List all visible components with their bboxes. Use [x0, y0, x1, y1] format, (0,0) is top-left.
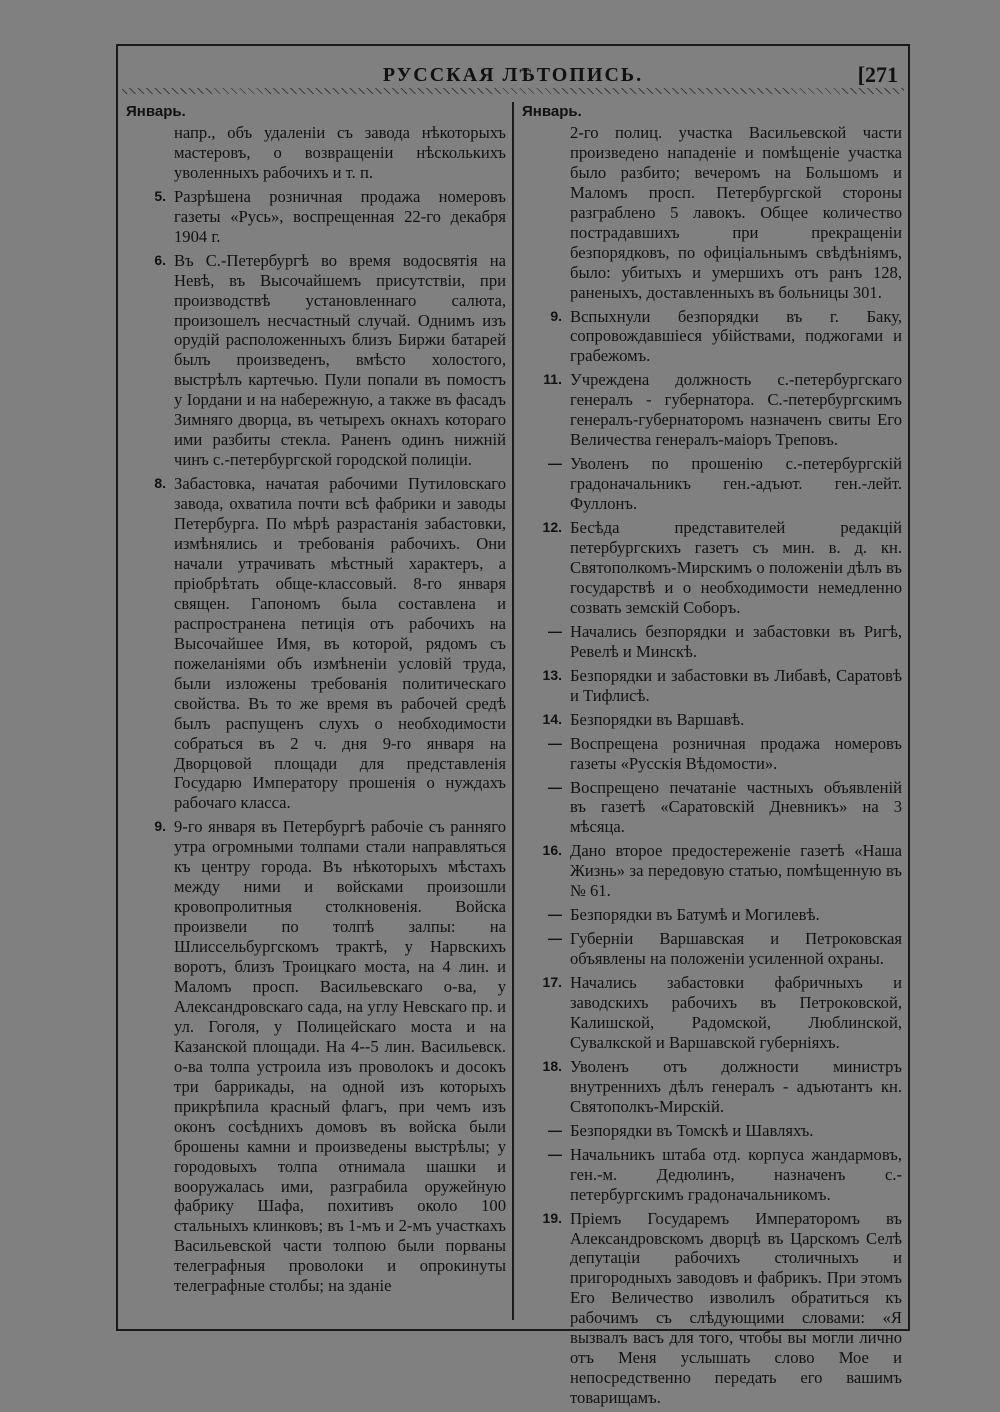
entry-date: — [548, 734, 562, 751]
chronicle-entry [126, 474, 506, 813]
entry-text: Вспыхнули безпорядки въ г. Баку, сопровождавшіеся убійствами, поджогами и грабежомъ. [570, 306, 902, 366]
entry-date: 11. [543, 371, 562, 388]
running-title: РУССКАЯ ЛѢТОПИСЬ. [382, 64, 644, 86]
chronicle-entry [522, 518, 902, 618]
entry-date: 9. [550, 307, 562, 324]
entry-text: напр., объ удаленіи съ завода нѣкоторыхъ мастеровъ, о возвращеніи нѣсколькихъ уволенныхъ рабочихъ и т. п. [174, 122, 506, 182]
entry-date: 19. [542, 1209, 562, 1226]
entry-text: Безпорядки въ Томскѣ и Шавляхъ. [570, 1120, 814, 1140]
entry-text: Учреждена должность с.-петербургскаго генералъ - губернатора. С.-петербургскимъ генералъ-губернаторомъ назначенъ свиты Его Величества генералъ-маіоръ Треповъ. [570, 370, 902, 450]
chronicle-entry [126, 817, 506, 1296]
entry-date: — [548, 455, 562, 472]
month-heading: Январь. [522, 103, 582, 120]
entry-date: — [548, 778, 562, 795]
chronicle-entry [522, 778, 902, 838]
entry-date [522, 123, 570, 303]
entry-date: 9. [154, 818, 166, 835]
header-rule [122, 88, 904, 94]
chronicle-entry [522, 1209, 902, 1409]
chronicle-entry [126, 251, 506, 470]
chronicle-entry [126, 123, 506, 183]
entry-date: 17. [542, 974, 562, 991]
chronicle-entry [522, 841, 902, 901]
entry-date: — [548, 930, 562, 947]
chronicle-entry [522, 1145, 902, 1205]
chronicle-entry [522, 666, 902, 706]
chronicle-entry [522, 1057, 902, 1117]
chronicle-entry [522, 905, 902, 925]
entry-text: Безпорядки и забастовки въ Либавѣ, Саратовѣ и Тифлисѣ. [570, 665, 902, 705]
page-number: [271 [857, 62, 898, 87]
entry-date: 5. [154, 187, 166, 204]
chronicle-entry [522, 973, 902, 1053]
entry-date: 12. [542, 519, 562, 536]
entry-text: Забастовка, начатая рабочими Путиловскаго завода, охватила почти всѣ фабрики и заводы Петербурга. По мѣрѣ разрастанія забастовки, измѣнялись и требованія рабочихъ. Они начали утрачивать мѣстный характеръ, а пріобрѣтать обще-классовый. 8-го января священ. Гапономъ была составлена и распространена петиція отъ рабочихъ на Высочайшее Имя, въ которой, рядомъ съ пожеланіями объ измѣненіи условій труда, были изложены требованія политическаго свойства. Въ то же время въ рабочей средѣ былъ распущенъ слухъ о необходимости собраться въ 2 ч. дня 9-го января на Дворцовой площади для представленія Государю Императору прошенія о нуждахъ рабочаго класса. [174, 474, 506, 813]
entry-text: Воспрещена розничная продажа номеровъ газеты «Русскія Вѣдомости». [570, 733, 902, 773]
entry-text: Воспрещено печатаніе частныхъ объявленій въ газетѣ «Саратовскій Дневникъ» на 3 мѣсяца. [570, 777, 902, 837]
entry-text: Въ С.-Петербургѣ во время водосвятія на Невѣ, въ Высочайшемъ присутствіи, при производствѣ установленнаго салюта, произошелъ несчастный случай. Однимъ изъ орудій расположенныхъ близъ Биржи батарей былъ произведенъ, вмѣсто холостого, выстрѣлъ картечью. Пули попали въ помостъ у Іордани и на набережную, а также въ фасадъ Зимняго дворца, въ четырехъ окнахъ котораго ими разбиты стекла. Раненъ одинъ нижній чинъ с.-петербургской городской полиціи. [174, 250, 506, 470]
entry-text: Пріемъ Государемъ Императоромъ въ Александровскомъ дворцѣ въ Царскомъ Селѣ депутаціи рабочихъ столичныхъ и пригородныхъ заводовъ и фабрикъ. При этомъ Его Величество изволилъ обратиться къ рабочимъ съ слѣдующими словами: «Я вызвалъ васъ для того, чтобы вы могли лично отъ Меня услышать слово Мое и непосредственно передать его вашимъ товарищамъ. [570, 1208, 902, 1408]
entry-date: 16. [542, 842, 562, 859]
right-column [522, 102, 902, 1412]
chronicle-entry [522, 734, 902, 774]
chronicle-entry [522, 1121, 902, 1141]
entry-date: — [548, 622, 562, 639]
chronicle-entry [522, 622, 902, 662]
entry-text: Уволенъ отъ должности министръ внутреннихъ дѣлъ генералъ - адъютантъ кн. Святополкъ-Мирскій. [570, 1056, 902, 1116]
left-column [126, 102, 506, 1300]
entry-date [126, 123, 174, 183]
entry-text: 2-го полиц. участка Васильевской части произведено нападеніе и помѣщеніе участка было разбито; вечеромъ на Большомъ и Маломъ просп. Петербургской стороны разграблено 5 лавокъ. Общее количество пострадавшихъ при прекращеніи безпорядковъ, по офиціальнымъ свѣдѣніямъ, было: убитыхъ и умершихъ отъ ранъ 128, раненыхъ, доставленныхъ въ больницы 301. [570, 122, 902, 302]
entry-text: Уволенъ по прошенію с.-петербургскій градоначальникъ ген.-адъют. ген.-лейт. Фуллонъ. [570, 454, 902, 514]
entry-text: Бесѣда представителей редакцій петербургскихъ газетъ съ мин. в. д. кн. Святополкомъ-Мирскимъ о положеніи дѣлъ въ государствѣ и о необходимости немедленно созвать земскій Соборъ. [570, 518, 902, 617]
entry-text: Начальникъ штаба отд. корпуса жандармовъ, ген.-м. Дедюлинъ, назначенъ с.-петербургскимъ градоначальникомъ. [570, 1144, 902, 1204]
entry-date: 13. [542, 666, 562, 683]
entry-text: Губерніи Варшавская и Петроковская объявлены на положеніи усиленной охраны. [570, 929, 902, 969]
month-heading: Январь. [126, 103, 186, 120]
chronicle-entry [522, 123, 902, 303]
entry-date: 6. [154, 251, 166, 268]
entry-text: Безпорядки въ Батумѣ и Могилевѣ. [570, 905, 820, 925]
entry-text: Начались забастовки фабричныхъ и заводскихъ рабочихъ въ Петроковской, Калишской, Радомской, Люблинской, Сувалкской и Варшавской губерніяхъ. [570, 973, 902, 1052]
chronicle-entry [522, 307, 902, 367]
page-header [122, 60, 904, 90]
entry-date: — [548, 906, 562, 923]
entry-text: Начались безпорядки и забастовки въ Ригѣ, Ревелѣ и Минскѣ. [570, 621, 902, 661]
entry-text: Разрѣшена розничная продажа номеровъ газеты «Русь», воспрещенная 22-го декабря 1904 г. [174, 186, 506, 246]
column-divider [512, 102, 514, 1320]
chronicle-entry [522, 929, 902, 969]
entry-text: Дано второе предостереженіе газетѣ «Наша Жизнь» за передовую статью, помѣщенную въ № 61. [570, 841, 902, 901]
entry-text: 9-го января въ Петербургѣ рабочіе съ ранняго утра огромными толпами стали направляться къ центру города. Въ нѣкоторыхъ мѣстахъ между ними и войсками произошли кровопролитныя столкновенія. Войска произвели по толпѣ залпы: на Шлиссельбургскомъ трактѣ, у Нарвскихъ воротъ, близъ Троицкаго моста, на 4 лин. и Маломъ просп. Васильевскаго о-ва, у Александровскаго сада, на углу Невскаго пр. и ул. Гоголя, у Полицейскаго моста и на Казанской площади. На 4--5 лин. Васильевск. о-ва толпа устроила изъ проволокъ и досокъ три баррикады, на одной изъ которыхъ прикрѣпила красный флагъ, при чемъ изъ оконъ сосѣднихъ домовъ въ войска были брошены камни и произведены выстрѣлы; у городовыхъ толпа отнимала шашки и вооружалась ими, разграбила оружейную фабрику Шафа, похитивъ около 100 стальныхъ клинковъ; въ 1-мъ и 2-мъ участкахъ Васильевской части толпою были порваны телеграфныя проволоки и опрокинуты телеграфные столбы; на зданіе [174, 817, 506, 1296]
entry-date: — [548, 1121, 562, 1138]
entry-date: 14. [542, 710, 562, 727]
chronicle-entry [522, 454, 902, 514]
chronicle-entry [522, 370, 902, 450]
entry-date: 8. [154, 475, 166, 492]
chronicle-entry [126, 187, 506, 247]
entry-date: — [548, 1145, 562, 1162]
entry-text: Безпорядки въ Варшавѣ. [570, 709, 745, 729]
chronicle-entry [522, 710, 902, 730]
entry-date: 18. [542, 1057, 562, 1074]
